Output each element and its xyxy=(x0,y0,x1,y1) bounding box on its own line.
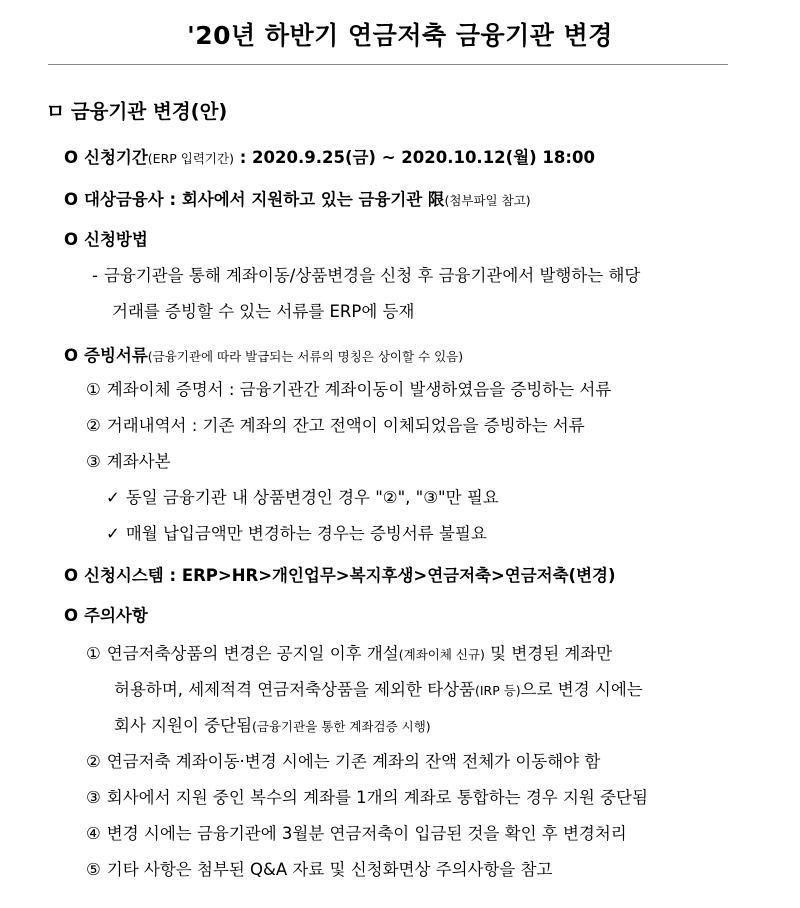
evidence-row xyxy=(64,342,463,366)
caution-note: (IRP 등) xyxy=(474,683,521,698)
system-row xyxy=(64,562,616,586)
cautions-row xyxy=(64,602,148,626)
evidence-item xyxy=(86,376,611,400)
number-4-icon: ④ xyxy=(86,824,101,843)
period-label: 신청기간 xyxy=(84,148,148,167)
circle-bullet-icon: O xyxy=(64,606,79,625)
target-row xyxy=(64,186,531,210)
check-item-text: 동일 금융기관 내 상품변경인 경우 "②", "③"만 필요 xyxy=(125,488,499,507)
circle-bullet-icon: O xyxy=(64,346,79,365)
check-item xyxy=(106,484,499,508)
period-row xyxy=(64,144,595,168)
caution-item xyxy=(86,784,648,808)
method-text-1: 금융기관을 통해 계좌이동/상품변경을 신청 후 금융기관에서 발행하는 해당 xyxy=(103,266,641,285)
caution-text: 회사 지원이 중단됨 xyxy=(114,716,253,735)
check-item-text: 매월 납입금액만 변경하는 경우는 증빙서류 불필요 xyxy=(125,524,487,543)
method-line-1 xyxy=(92,262,640,286)
target-note: (첨부파일 참고) xyxy=(444,193,531,208)
method-text-2: 거래를 증빙할 수 있는 서류를 ERP에 등재 xyxy=(112,302,415,321)
number-2-icon: ② xyxy=(86,416,101,435)
check-item xyxy=(106,520,487,544)
caution-note: (금융기관을 통한 계좌검증 시행) xyxy=(252,719,431,734)
number-1-icon: ① xyxy=(86,644,101,663)
circle-bullet-icon: O xyxy=(64,148,79,167)
cautions-label: 주의사항 xyxy=(84,606,148,625)
period-value: : 2020.9.25(금) ~ 2020.10.12(월) 18:00 xyxy=(239,148,595,167)
caution-item-1-line-2 xyxy=(114,676,643,700)
evidence-item xyxy=(86,412,585,436)
number-5-icon: ⑤ xyxy=(86,860,101,879)
method-row xyxy=(64,226,148,250)
number-1-icon: ① xyxy=(86,380,101,399)
evidence-note: (금융기관에 따라 발급되는 서류의 명칭은 상이할 수 있음) xyxy=(147,349,464,364)
caution-text: 변경 시에는 금융기관에 3월분 연금저축이 입금된 것을 확인 후 변경처리 xyxy=(106,824,627,843)
caution-item-1-line-3 xyxy=(114,712,431,736)
circle-bullet-icon: O xyxy=(64,230,79,249)
caution-item xyxy=(86,820,627,844)
section-label: 금융기관 변경(안) xyxy=(70,100,228,123)
target-label: 대상금융사 : 회사에서 지원하고 있는 금융기관 限 xyxy=(84,190,445,209)
caution-item xyxy=(86,748,600,772)
caution-text: 으로 변경 시에는 xyxy=(520,680,643,699)
caution-item xyxy=(86,856,553,880)
caution-text: 연금저축 계좌이동·변경 시에는 기존 계좌의 잔액 전체가 이동해야 함 xyxy=(106,752,601,771)
dash-bullet: - xyxy=(92,266,98,285)
evidence-item-text: 계좌사본 xyxy=(106,452,171,471)
circle-bullet-icon: O xyxy=(64,190,79,209)
caution-text: 연금저축상품의 변경은 공지일 이후 개설 xyxy=(106,644,399,663)
circle-bullet-icon: O xyxy=(64,566,79,585)
document-title: '20년 하반기 연금저축 금융기관 변경 xyxy=(187,21,613,50)
caution-text: 회사에서 지원 중인 복수의 계좌를 1개의 계좌로 통합하는 경우 지원 중단됨 xyxy=(106,788,648,807)
caution-text: 기타 사항은 첨부된 Q&A 자료 및 신청화면상 주의사항을 참고 xyxy=(106,860,553,879)
evidence-item xyxy=(86,448,171,472)
evidence-label: 증빙서류 xyxy=(84,346,148,365)
number-3-icon: ③ xyxy=(86,788,101,807)
section-heading xyxy=(46,96,227,124)
system-label: 신청시스템 : ERP>HR>개인업무>복지후생>연금저축>연금저축(변경) xyxy=(84,566,616,585)
checkmark-icon: ✓ xyxy=(106,524,120,543)
caution-note: (계좌이체 신규) xyxy=(398,647,485,662)
number-2-icon: ② xyxy=(86,752,101,771)
caution-text: 허용하며, 세제적격 연금저축상품을 제외한 타상품 xyxy=(114,680,475,699)
caution-item-1-line-1 xyxy=(86,640,612,664)
checkmark-icon: ✓ xyxy=(106,488,120,507)
number-3-icon: ③ xyxy=(86,452,101,471)
evidence-item-text: 거래내역서 : 기존 계좌의 잔고 전액이 이체되었음을 증빙하는 서류 xyxy=(106,416,585,435)
square-bullet-icon: ㅁ xyxy=(46,100,65,123)
method-label: 신청방법 xyxy=(84,230,148,249)
caution-text: 및 변경된 계좌만 xyxy=(484,644,613,663)
title-divider xyxy=(48,64,728,65)
period-note: (ERP 입력기간) xyxy=(147,151,234,166)
evidence-item-text: 계좌이체 증명서 : 금융기관간 계좌이동이 발생하였음을 증빙하는 서류 xyxy=(106,380,612,399)
